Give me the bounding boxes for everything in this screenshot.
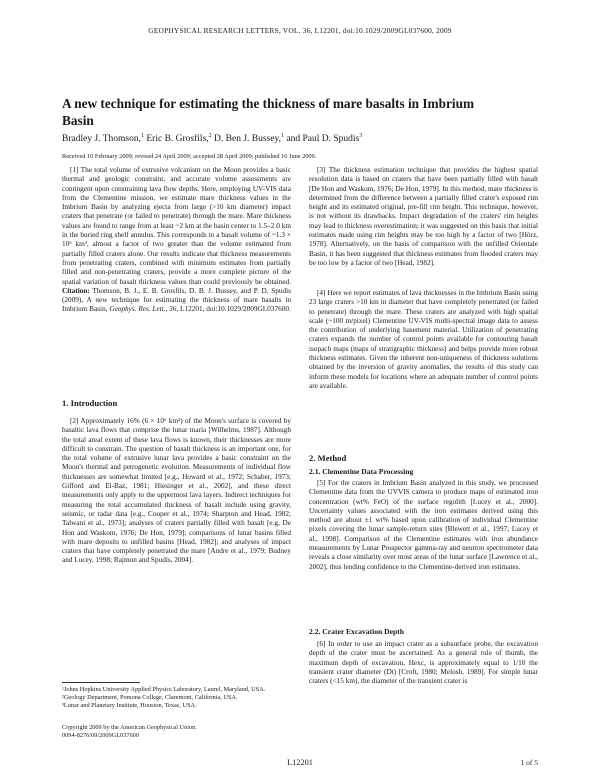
paragraph-text: Here we report estimates of lava thicknesses in the Imbrium Basin using 23 large craters >10 km in diameter that have completely penetrated (or failed to penetrate) through the mare. These craters are analyzed with high spatial scale (~100 m/pixel) Clementine UV-VIS multi-spectral image data to assess the contribution of underlying basement material. Utilization of penetrating craters expands the number of control points available for contouring basalt isopach maps (maps of stratigraphic thickness) and helps provide more robust thickness estimates. Given the inherent non-uniqueness of thickness solutions obtained by the inversion of gravity anomalies, the results of this study can inform these models for locations where an adequate number of control points are available. xyxy=(309,289,538,390)
author-name: D. Ben J. Bussey, xyxy=(211,134,281,145)
subsection-heading-excavation: 2.2. Crater Excavation Depth xyxy=(309,627,404,636)
author-name: Eric B. Grosfils, xyxy=(144,134,209,145)
paragraph-text: In order to use an impact crater as a subsurface probe, the excavation depth of the crater must be ascertained. As a general rule of thumb, the maximum depth of excavation, Hexc, is approximately equal to 1/10 the transient crater diameter (Dt) [Croft, 1980; Melosh, 1989]. For simple lunar craters (<15 km), the diameter of the transient crater is xyxy=(309,640,539,686)
paragraph-number: [5] xyxy=(317,479,326,487)
affiliation-mark: 3 xyxy=(359,133,363,139)
paragraph-number: [3] xyxy=(317,166,326,174)
page-id: L12201 xyxy=(287,758,313,767)
affiliation-footnote: ¹Johns Hopkins University Applied Physics Laboratory, Laurel, Maryland, USA. xyxy=(62,686,266,693)
paragraph-5 xyxy=(309,479,538,572)
paragraph-number: [2] xyxy=(70,417,79,425)
citation-journal: Geophys. Res. Lett., 36, xyxy=(109,305,179,314)
affiliation-mark: 1 xyxy=(280,133,284,139)
affiliation-mark: 1 xyxy=(141,133,144,139)
citation-doi: L12201, doi:10.1029/2009GL037600. xyxy=(178,305,291,314)
affiliation-footnote: ²Geology Department, Pomona College, Claremont, California, USA. xyxy=(62,694,238,702)
paragraph-text: For the craters in Imbrium Basin analyzed in this study, we processed Clementine data from the UVVIS camera to produce maps of estimated iron concentration (wt% FeO) of the surface regolith [Lucey et al., 2000]. Uncertainty values associated with the iron estimates derived using this method are about ±1 wt% based upon calibration of individual Clementine pixels covering the lunar sample-return sites [Blewett et al., 1997; Lucey et al., 1998]. Comparison of the Clementine estimates with iron abundance measurements by Lunar Prospector gamma-ray and neutron spectrometer data reveals a close similarity over most areas of the lunar surface [Lawrence et al., 2002], thus lending confidence to the Clementine-derived iron estimates. xyxy=(309,479,539,571)
copyright-line: 0094-8276/09/2009GL037600 xyxy=(62,732,139,740)
abstract-text: The total volume of extrusive volcanism on the Moon provides a basic thermal and geologic constraint, and accurate volume assessments are contingent upon constraining lava flow depths. Here, employing UV-VIS data from the Clementine mission, we estimate mare thickness values in the Imbrium Basin by analyzing ejecta from large (>10 km diameter) impact craters that penetrate (or failed to penetrate) through the mare. Mare thickness values are found to range from at least ~2 km at the basin center to 1.5–2.0 km in the buried ring shelf annulus. This corresponds to a basalt volume of ~1.3 × 10⁶ km³, almost a factor of two greater than the volume estimated from partially filled craters alone. Our results indicate that thickness measurements from penetrating craters, combined with minimum estimates from partially filled and non-penetrating craters, provide a more complete picture of the spatial variation of basalt thickness values than could previously be obtained. xyxy=(62,166,291,286)
author-list xyxy=(62,133,542,144)
received-dates: Received 10 February 2009; revised 24 April 2009; accepted 28 April 2009; published 16 June 2009. xyxy=(62,153,317,160)
paragraph-text: The thickness estimation technique that provides the highest spatial resolution data is based on craters that have been partially filled with basalt [De Hon and Waskom, 1976; De Hon, 1979]. In this method, mare thickness is determined from the difference between a partially filled crater's exposed rim height and its estimated original, pre-fill rim height. This technique, however, is not without its drawbacks. Impact degradation of the craters' rim heights may lead to thickness overestimation; it was suggested on this basis that initial estimates made using rim heights may be too high by a factor of two [Hörz, 1978]. Alternatively, on the basis of comparison with the unfilled Orientale Basin, it has been suggested that thickness estimates from flooded craters may be too low by a factor of two [Head, 1982]. xyxy=(309,166,538,267)
paragraph-6 xyxy=(309,640,538,686)
subsection-heading-clementine: 2.1. Clementine Data Processing xyxy=(309,467,414,476)
affiliation-footnote: ³Lunar and Planetary Institute, Houston, Texas, USA. xyxy=(62,702,197,710)
paragraph-number: [6] xyxy=(317,640,326,648)
author-name: and Paul D. Spudis xyxy=(283,134,360,145)
copyright xyxy=(62,724,291,740)
copyright-line: Copyright 2009 by the American Geophysical Union. xyxy=(62,724,197,731)
introduction xyxy=(62,417,291,566)
affiliations xyxy=(62,686,291,711)
affiliation-mark: 2 xyxy=(208,133,212,139)
footnote-rule xyxy=(62,682,140,683)
section-heading-method: 2. Method xyxy=(309,453,347,463)
article-title: A new technique for estimating the thickness of mare basalts in Imbrium Basin xyxy=(62,96,475,128)
citation-text: Thomson, B. J., E. B. Grosfils, D. B. J. Bussey, and P. D. Spudis (2009), A new technique for estimating the thickness of mare basalts in Imbrium Basin, xyxy=(62,286,291,314)
paragraph-number: [1] xyxy=(70,166,79,174)
paragraph-4 xyxy=(309,289,538,391)
section-heading-introduction: 1. Introduction xyxy=(62,398,118,408)
paragraph-text: Approximately 16% (6 × 10⁶ km²) of the Moon's surface is covered by basaltic lava flows that comprise the lunar maria [Wilhelms, 1987]. Although the total areal extent of these lava flows is known, their thicknesses are more difficult to constrain. The question of basalt thickness is an important one, for the total volume of extrusive lunar lava provides a basic constraint on the Moon's thermal and petrogenetic evolution. Measurements of individual flow thicknesses are somewhat limited [e.g., Howard et al., 1972; Schaber, 1973; Gifford and El-Baz, 1981; Hiesinger et al., 2002], and these direct measurements only apply to the uppermost lava layers. Indirect techniques for measuring the total accumulated thickness of basalt include using gravity, seismic, or radar data [e.g., Cooper et al., 1974; Sharpton and Head, 1982; Talwani et al., 1973]; analyses of craters partially filled with basalt [e.g, De Hon and Waskom, 1976; De Hon, 1979]; comparisons of lunar basins filled with mare deposits to unfilled basins [Head, 1982]; and analyses of impact craters that have completely penetrated the mare [Andre et al., 1979; Budney and Lucey, 1998; Rajmon and Spudis, 2004]. xyxy=(62,417,291,565)
running-head: GEOPHYSICAL RESEARCH LETTERS, VOL. 36, L12201, doi:10.1029/2009GL037600, 2009 xyxy=(148,26,452,35)
author-name: Bradley J. Thomson, xyxy=(62,134,141,145)
citation-label: Citation: xyxy=(62,286,90,295)
paragraph-number: [4] xyxy=(317,289,326,297)
paragraph-3 xyxy=(309,166,538,268)
page-number: 1 of 5 xyxy=(520,758,538,767)
abstract xyxy=(62,166,291,315)
